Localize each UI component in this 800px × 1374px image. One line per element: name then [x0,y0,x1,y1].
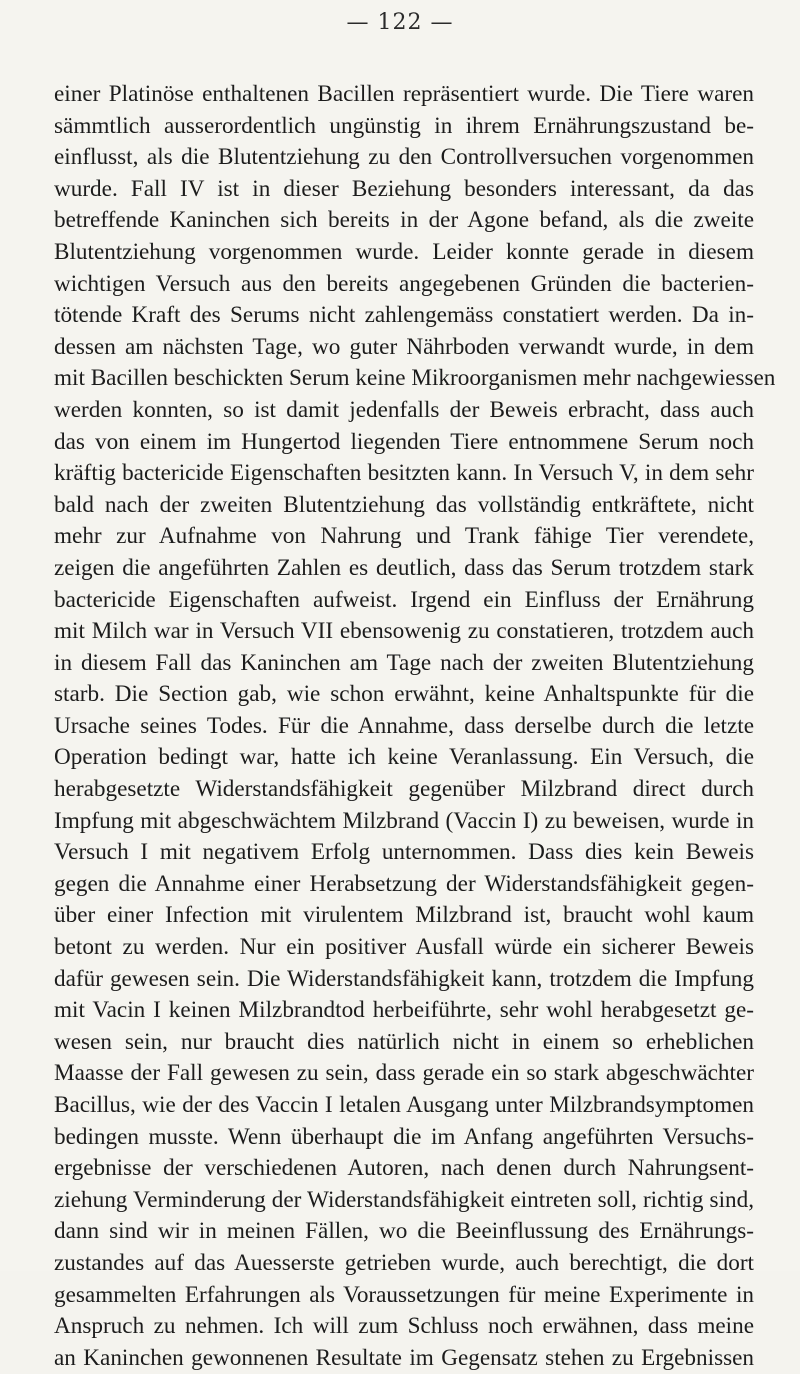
text-line: gegen die Annahme einer Herabsetzung der Widerstandsfähigkeit gegen- [54,870,754,897]
text-line: wichtigen Versuch aus den bereits angegebenen Gründen die bacterien- [54,270,754,297]
text-line: tötende Kraft des Serums nicht zahlengemäss constatiert werden. Da in- [54,302,754,329]
text-line: werden konnten, so ist damit jedenfalls der Beweis erbracht, dass auch [54,396,754,423]
text-line: herabgesetzte Widerstandsfähigkeit gegenüber Milzbrand direct durch [54,776,754,803]
text-line: kräftig bactericide Eigenschaften besitzten kann. In Versuch V, in dem sehr [54,460,754,487]
text-line: an Kaninchen gewonnenen Resultate im Gegensatz stehen zu Ergebnissen [54,1344,754,1371]
text-line: Anspruch zu nehmen. Ich will zum Schluss noch erwähnen, dass meine [54,1313,754,1340]
text-line: Versuch I mit negativem Erfolg unternommen. Dass dies kein Beweis [54,839,754,866]
text-line: mehr zur Aufnahme von Nahrung und Trank fähige Tier verendete, [54,523,754,550]
text-line: das von einem im Hungertod liegenden Tiere entnommene Serum noch [54,428,754,455]
text-line: mit Bacillen beschickten Serum keine Mikroorganismen mehr nachgewiessen [54,365,776,392]
text-line: über einer Infection mit virulentem Milzbrand ist, braucht wohl kaum [54,902,754,929]
text-line: bactericide Eigenschaften aufweist. Irgend ein Einfluss der Ernährung [54,586,754,613]
text-line: mit Milch war in Versuch VII ebensowenig zu constatieren, trotzdem auch [54,618,754,645]
text-line: zeigen die angeführten Zahlen es deutlich, dass das Serum trotzdem stark [54,554,754,581]
text-line: Maasse der Fall gewesen zu sein, dass gerade ein so stark abgeschwächter [54,1060,754,1087]
text-line: bald nach der zweiten Blutentziehung das vollständig entkräftete, nicht [54,491,754,518]
text-line: dessen am nächsten Tage, wo guter Nährboden verwandt wurde, in dem [54,333,754,360]
text-line: ziehung Verminderung der Widerstandsfähigkeit eintreten soll, richtig sind, [54,1186,754,1213]
text-line: zustandes auf das Auesserste getrieben wurde, auch berechtigt, die dort [54,1249,754,1276]
text-line: Impfung mit abgeschwächtem Milzbrand (Vaccin I) zu beweisen, wurde in [54,807,754,834]
text-line: einflusst, als die Blutentziehung zu den Controllversuchen vorgenommen [54,144,754,171]
text-line: wesen sein, nur braucht dies natürlich nicht in einem so erheblichen [54,1028,754,1055]
body-text [54,79,776,1374]
text-line: einer Platinöse enthaltenen Bacillen repräsentiert wurde. Die Tiere waren [54,81,754,107]
text-line: mit Vacin I keinen Milzbrandtod herbeiführte, sehr wohl herabgesetzt ge- [54,997,754,1024]
text-line: dann sind wir in meinen Fällen, wo die Beeinflussung des Ernährungs- [54,1218,754,1245]
text-line: gesammelten Erfahrungen als Voraussetzungen für meine Experimente in [54,1281,754,1308]
text-line: betont zu werden. Nur ein positiver Ausfall würde ein sicherer Beweis [54,934,754,961]
text-line: betreffende Kaninchen sich bereits in der Agone befand, als die zweite [54,207,754,234]
text-line: starb. Die Section gab, wie schon erwähnt, keine Anhaltspunkte für die [54,681,754,708]
text-line: Bacillus, wie der des Vaccin I letalen Ausgang unter Milzbrandsymptomen [54,1092,754,1118]
text-line: ergebnisse der verschiedenen Autoren, nach denen durch Nahrungsent- [54,1155,754,1182]
text-line: wurde. Fall IV ist in dieser Beziehung besonders interessant, da das [54,175,754,202]
text-line: bedingen musste. Wenn überhaupt die im Anfang angeführten Versuchs- [54,1123,754,1150]
text-line: Blutentziehung vorgenommen wurde. Leider konnte gerade in diesem [54,238,754,265]
text-line: Ursache seines Todes. Für die Annahme, dass derselbe durch die letzte [54,712,754,739]
text-line: dafür gewesen sein. Die Widerstandsfähigkeit kann, trotzdem die Impfung [54,965,754,992]
text-line: in diesem Fall das Kaninchen am Tage nach der zweiten Blutentziehung [54,649,754,676]
page-number: — 122 — [346,10,454,35]
text-line: sämmtlich ausserordentlich ungünstig in ihrem Ernährungszustand be- [54,112,754,139]
text-line: Operation bedingt war, hatte ich keine Veranlassung. Ein Versuch, die [54,744,754,771]
